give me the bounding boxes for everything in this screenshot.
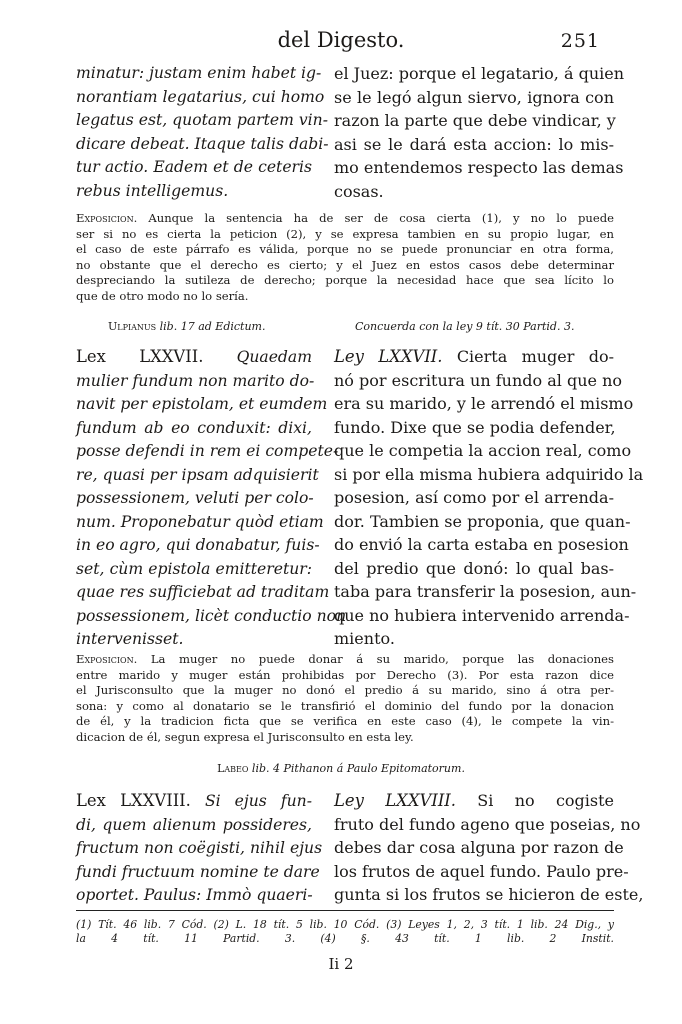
spanish-text: Si no cogiste — [477, 791, 614, 810]
lex-heading: Lex LXXVIII. — [76, 791, 191, 810]
spanish-line: el Juez: porque el legatario, á quien — [334, 64, 625, 83]
spanish-line: los frutos de aquel fundo. Paulo pre- — [334, 861, 629, 881]
exposicion-line: el caso de este párrafo es válida, porque no se puede pronunciar en otra forma, — [76, 242, 614, 257]
exposicion-line: entre marido y muger están prohibidas por Derecho (3). Por esta razon dice — [76, 667, 614, 682]
footnotes — [76, 918, 614, 946]
latin-line: legatus est, quotam partem vin- — [76, 111, 328, 129]
latin-line: fructum non coëgisti, nihil ejus — [76, 839, 323, 857]
latin-text: Quaedam — [236, 348, 312, 366]
text-block-3 — [76, 789, 644, 908]
signature-mark: Ii 2 — [328, 955, 354, 973]
spanish-column — [334, 62, 625, 203]
exposicion-line: no obstante que el derecho es cierto; y el Juez en estos casos debe determinar — [76, 257, 614, 272]
spanish-line: cosas. — [334, 181, 384, 201]
running-header: del Digesto. — [277, 28, 405, 52]
latin-line: di, quem alienum possideres, — [76, 815, 312, 834]
ley-heading: Ley LXXVII. — [334, 347, 443, 366]
spanish-column — [334, 789, 644, 908]
ley-heading: Ley LXXVIII. — [334, 791, 456, 810]
exposicion-line: el Jurisconsulto que la muger no donó el predio á su marido, sino á otra per- — [76, 683, 614, 698]
latin-line: posse defendi in rem ei compete- — [76, 442, 339, 460]
latin-line: navit per epistolam, et eumdem — [76, 395, 328, 413]
spanish-text: Cierta muger do- — [456, 347, 614, 366]
exposicion-label: Exposicion. — [76, 211, 138, 225]
latin-column — [76, 62, 329, 203]
latin-line: set, cùm epistola emitteretur: — [76, 559, 312, 578]
exposicion-2 — [76, 652, 614, 746]
spanish-line: miento. — [334, 629, 395, 648]
spanish-line: dor. Tambien se proponia, que quan- — [334, 511, 631, 531]
spanish-line: era su marido, y le arrendó el mismo — [334, 394, 634, 413]
latin-line: possessionem, veluti per colo- — [76, 489, 314, 507]
latin-line: dicare debeat. Itaque talis dabi- — [76, 134, 329, 153]
latin-line: fundum ab eo conduxit: dixi, — [76, 418, 312, 437]
exposicion-line: que de otro modo no lo sería. — [76, 288, 249, 303]
source-author: Labeo — [217, 762, 249, 775]
exposicion-line: de él, y la tradicion ficta que se verifica en este caso (4), le compete la vin- — [76, 714, 614, 729]
exposicion-line — [76, 652, 614, 668]
text-block-2 — [76, 345, 644, 652]
spanish-line: se le legó algun siervo, ignora con — [334, 87, 614, 107]
latin-line: num. Proponebatur quòd etiam — [76, 512, 324, 531]
latin-line: quae res sufficiebat ad traditam — [76, 583, 330, 601]
exposicion-text: Aunque la sentencia ha de ser de cosa cierta (1), y no lo puede — [148, 211, 614, 225]
latin-text: Si ejus fun- — [204, 792, 312, 810]
spanish-line: que le competia la accion real, como — [334, 441, 632, 460]
concordance-citation: Concuerda con la ley 9 tít. 30 Partid. 3. — [355, 320, 575, 333]
footnote-rule — [76, 910, 614, 911]
latin-line: oportet. Paulus: Immò quaeri- — [76, 886, 313, 904]
spanish-column — [334, 345, 644, 652]
source-author: Ulpianus — [108, 320, 157, 333]
spanish-line: fundo. Dixe que se podia defender, — [334, 417, 616, 437]
spanish-line — [334, 789, 614, 813]
spanish-line: que no hubiera intervenido arrenda- — [334, 605, 630, 625]
page-number: 251 — [560, 30, 600, 52]
spanish-line: gunta si los frutos se hicieron de este, — [334, 885, 644, 904]
latin-column — [76, 345, 347, 652]
latin-line: in eo agro, qui donabatur, fuis- — [76, 536, 320, 554]
spanish-line: do envió la carta estaba en posesion — [334, 535, 629, 554]
exposicion-line: dicacion de él, segun expresa el Jurisconsulto en esta ley. — [76, 729, 414, 744]
latin-line: intervenisset. — [76, 630, 184, 648]
exposicion-line: ser si no es cierta la peticion (2), y se expresa tambien en su propio lugar, en — [76, 226, 614, 241]
spanish-line: razon la parte que debe vindicar, y — [334, 111, 616, 130]
lex-heading: Lex LXXVII. — [76, 347, 204, 366]
exposicion-label: Exposicion. — [76, 652, 138, 666]
exposicion-line: despreciando la sutileza de derecho; porque la necesidad hace que sea lícito lo — [76, 273, 614, 288]
spanish-line: del predio que donó: lo qual bas- — [334, 558, 614, 578]
text-block-1 — [76, 62, 625, 203]
latin-line — [76, 789, 312, 814]
source-citation — [108, 320, 265, 333]
latin-line — [76, 345, 312, 370]
source-citation — [0, 762, 682, 775]
spanish-line: nó por escritura un fundo al que no — [334, 370, 623, 390]
spanish-line: si por ella misma hubiera adquirido la — [334, 464, 644, 484]
exposicion-1 — [76, 211, 614, 305]
footnote-line: la 4 tít. 11 Partid. 3. (4) §. 43 tít. 1 lib. 2 Instit. — [76, 932, 614, 945]
source-work: lib. 4 Pithanon á Paulo Epitomatorum. — [251, 762, 465, 775]
spanish-line: fruto del fundo ageno que poseias, no — [334, 814, 641, 834]
footnote-line: (1) Tít. 46 lib. 7 Cód. (2) L. 18 tít. 5 lib. 10 Cód. (3) Leyes 1, 2, 3 tít. 1 lib. 24 Dig., y — [76, 918, 614, 931]
exposicion-line — [76, 211, 614, 227]
latin-line: mulier fundum non marito do- — [76, 371, 315, 390]
spanish-line: asi se le dará esta accion: lo mis- — [334, 134, 614, 154]
exposicion-text: La muger no puede donar á su marido, porque las donaciones — [150, 652, 614, 666]
source-work: lib. 17 ad Edictum. — [159, 320, 266, 333]
latin-line: fundi fructuum nomine te dare — [76, 862, 320, 881]
spanish-line — [334, 345, 614, 369]
exposicion-line: sona: y como al donatario se le transfirió el dominio del fundo por la donacion — [76, 698, 614, 713]
latin-line: re, quasi per ipsam adquisierit — [76, 465, 319, 484]
latin-line: tur actio. Eadem et de ceteris — [76, 158, 312, 176]
spanish-line: debes dar cosa alguna por razon de — [334, 838, 624, 857]
spanish-line: mo entendemos respecto las demas — [334, 158, 624, 177]
latin-line: possessionem, licèt conductio non — [76, 606, 347, 625]
latin-line: rebus intelligemus. — [76, 181, 229, 200]
spanish-line: taba para transferir la posesion, aun- — [334, 582, 637, 601]
latin-line: minatur: justam enim habet ig- — [76, 64, 322, 82]
spanish-line: posesion, así como por el arrenda- — [334, 488, 614, 507]
latin-line: norantiam legatarius, cui homo — [76, 87, 325, 106]
latin-column — [76, 789, 323, 908]
